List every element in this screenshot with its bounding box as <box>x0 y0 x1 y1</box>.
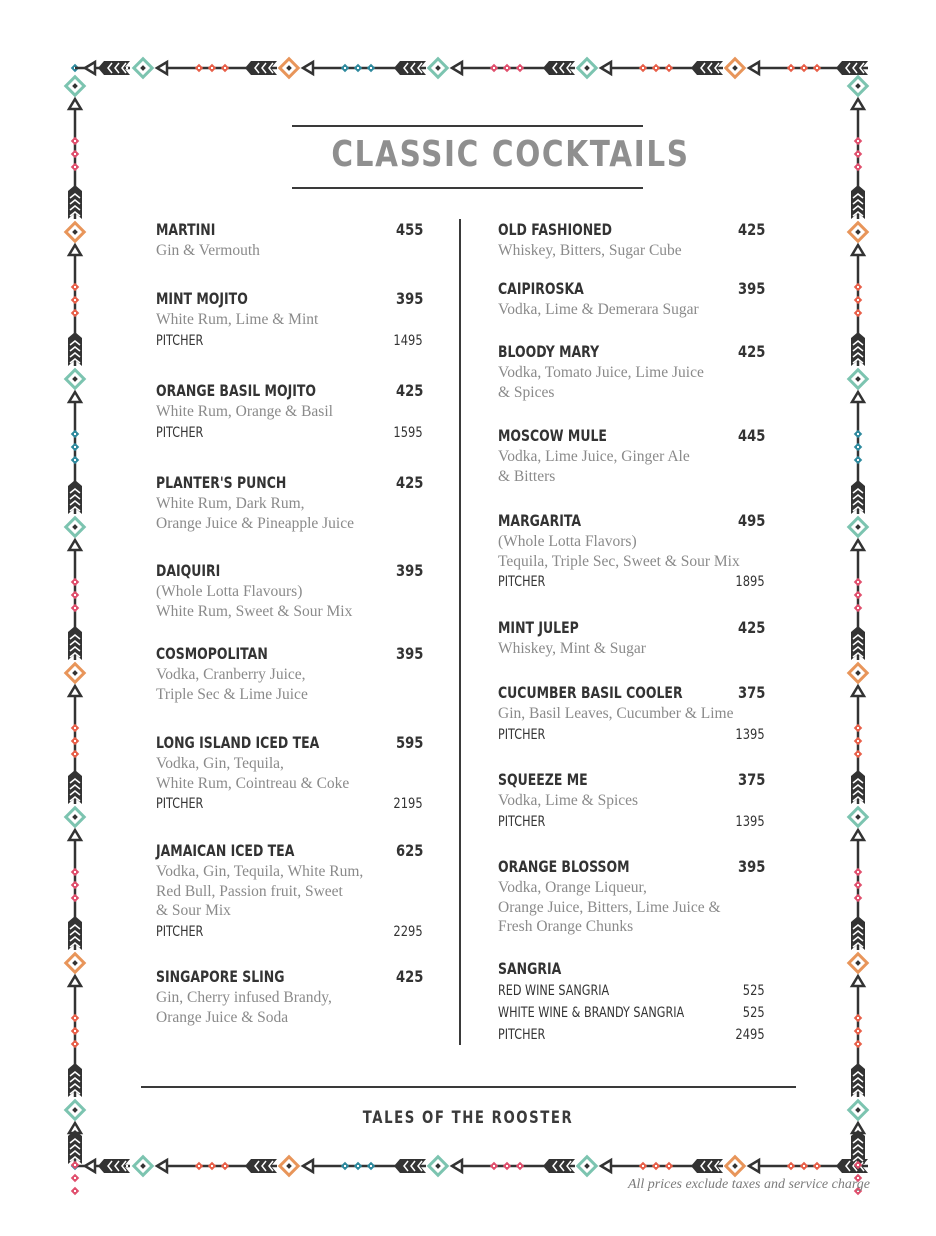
item-price: 395 <box>395 289 423 308</box>
item-name: LONG ISLAND ICED TEA <box>156 733 320 752</box>
item-name: ORANGE BASIL MOJITO <box>156 381 316 400</box>
menu-item-martini <box>156 219 423 261</box>
item-description: Gin, Basil Leaves, Cucumber & Lime <box>498 705 734 722</box>
pitcher-price: 1595 <box>393 424 423 441</box>
item-description: Vodka, Tomato Juice, Lime Juice <box>498 364 704 381</box>
item-description: Orange Juice & Pineapple Juice <box>156 514 354 532</box>
pitcher-label: PITCHER <box>498 574 546 590</box>
item-price: 455 <box>395 220 423 239</box>
menu-item-orange-blossom <box>498 856 765 937</box>
title-frame <box>292 125 690 189</box>
item-name: SINGAPORE SLING <box>156 967 285 986</box>
item-name: JAMAICAN ICED TEA <box>156 841 295 860</box>
price-disclaimer: All prices exclude taxes and service charge <box>627 1177 870 1192</box>
item-price: 375 <box>737 683 765 702</box>
item-name: SQUEEZE ME <box>498 770 588 789</box>
item-description: Whiskey, Mint & Sugar <box>498 640 646 657</box>
pitcher-label: PITCHER <box>156 332 204 349</box>
menu-item-planters-punch <box>156 472 423 533</box>
item-name: MARGARITA <box>498 511 582 530</box>
pitcher-price: 2195 <box>393 796 423 812</box>
pitcher-price: 2495 <box>735 1027 765 1043</box>
item-description: (Whole Lotta Flavors) <box>498 533 637 550</box>
item-description: Tequila, Triple Sec, Sweet & Sour Mix <box>498 552 740 570</box>
pitcher-price: 1895 <box>735 574 765 590</box>
item-description: Vodka, Lime Juice, Ginger Ale <box>498 448 690 465</box>
item-price: 425 <box>737 220 765 239</box>
item-name: MARTINI <box>156 220 216 239</box>
item-price: 395 <box>395 561 423 580</box>
item-description: White Rum, Dark Rum, <box>156 495 305 512</box>
item-description: Whiskey, Bitters, Sugar Cube <box>498 242 682 259</box>
item-name: ORANGE BLOSSOM <box>498 857 630 876</box>
pitcher-price: 1495 <box>393 332 423 349</box>
item-description: Orange Juice & Soda <box>156 1008 289 1026</box>
pitcher-label: PITCHER <box>156 923 204 940</box>
item-price: 395 <box>737 857 765 876</box>
sangria-option-price: 525 <box>743 983 765 999</box>
column-divider <box>459 219 461 1045</box>
item-description: Red Bull, Passion fruit, Sweet <box>156 882 343 900</box>
menu-item-squeeze-me <box>498 769 765 833</box>
menu-item-orange-basil-mojito <box>156 380 423 444</box>
menu-item-caipiroska <box>498 278 765 320</box>
pitcher-label: PITCHER <box>498 1027 546 1043</box>
menu-item-singapore-sling <box>156 966 423 1027</box>
item-name: DAIQUIRI <box>156 561 221 580</box>
item-name: MINT MOJITO <box>156 289 248 308</box>
item-name: BLOODY MARY <box>498 342 600 361</box>
menu-item-moscow-mule <box>498 425 765 486</box>
footer-divider <box>141 1086 796 1088</box>
menu-item-mint-julep <box>498 617 765 659</box>
sangria-option-price: 525 <box>743 1005 765 1021</box>
item-name: CUCUMBER BASIL COOLER <box>498 683 683 702</box>
pitcher-label: PITCHER <box>156 424 204 441</box>
footer <box>0 1108 936 1128</box>
item-description: & Sour Mix <box>156 902 231 919</box>
item-description: Orange Juice, Bitters, Lime Juice & <box>498 898 721 916</box>
pitcher-price: 1395 <box>735 726 765 743</box>
item-description: Vodka, Gin, Tequila, <box>156 755 284 772</box>
page-title: CLASSIC COCKTAILS <box>331 134 690 175</box>
item-description: White Rum, Orange & Basil <box>156 403 333 420</box>
item-price: 595 <box>395 733 423 752</box>
item-name: OLD FASHIONED <box>498 220 613 239</box>
item-price: 425 <box>395 473 423 492</box>
sangria-option-label: RED WINE SANGRIA <box>498 983 610 999</box>
item-description: Vodka, Orange Liqueur, <box>498 879 647 896</box>
item-description: Vodka, Lime & Spices <box>498 792 639 809</box>
item-price: 425 <box>395 967 423 986</box>
pitcher-label: PITCHER <box>498 726 546 743</box>
item-description: Vodka, Cranberry Juice, <box>156 666 306 683</box>
item-price: 425 <box>737 342 765 361</box>
sangria-option-label: WHITE WINE & BRANDY SANGRIA <box>498 1005 685 1021</box>
item-description: & Spices <box>498 383 555 401</box>
item-name: CAIPIROSKA <box>498 279 584 298</box>
menu-item-cucumber-basil-cooler <box>498 682 765 746</box>
item-price: 395 <box>737 279 765 298</box>
item-description: (Whole Lotta Flavours) <box>156 583 303 600</box>
item-description: Triple Sec & Lime Juice <box>156 685 308 703</box>
item-name: SANGRIA <box>498 959 562 978</box>
item-description: White Rum, Lime & Mint <box>156 311 319 328</box>
item-description: Gin & Vermouth <box>156 242 260 259</box>
item-price: 375 <box>737 770 765 789</box>
item-description: White Rum, Sweet & Sour Mix <box>156 602 353 620</box>
menu-item-daiquiri <box>156 560 423 621</box>
item-price: 425 <box>737 618 765 637</box>
item-price: 445 <box>737 426 765 445</box>
pitcher-label: PITCHER <box>498 813 546 830</box>
brand-name: TALES OF THE ROOSTER <box>362 1108 574 1128</box>
item-name: MINT JULEP <box>498 618 579 637</box>
item-description: Vodka, Lime & Demerara Sugar <box>498 301 699 318</box>
menu-item-margarita <box>498 510 765 593</box>
menu-item-long-island-iced-tea <box>156 732 423 815</box>
item-name: PLANTER'S PUNCH <box>156 473 287 492</box>
item-description: Vodka, Gin, Tequila, White Rum, <box>156 863 364 880</box>
item-name: COSMOPOLITAN <box>156 644 268 663</box>
menu-item-old-fashioned <box>498 219 765 261</box>
menu-item-mint-mojito <box>156 288 423 352</box>
item-price: 425 <box>395 381 423 400</box>
item-price: 495 <box>737 511 765 530</box>
item-name: MOSCOW MULE <box>498 426 607 445</box>
item-description: Fresh Orange Chunks <box>498 918 634 935</box>
pitcher-price: 2295 <box>393 923 423 940</box>
item-description: White Rum, Cointreau & Coke <box>156 774 350 792</box>
menu-item-jamaican-iced-tea <box>156 840 423 943</box>
item-price: 395 <box>395 644 423 663</box>
item-description: & Bitters <box>498 467 556 485</box>
menu-item-sangria <box>498 958 765 1046</box>
menu-item-cosmopolitan <box>156 643 423 704</box>
item-price: 625 <box>395 841 423 860</box>
item-description: Gin, Cherry infused Brandy, <box>156 989 332 1006</box>
pitcher-label: PITCHER <box>156 796 204 812</box>
pitcher-price: 1395 <box>735 813 765 830</box>
menu-item-bloody-mary <box>498 341 765 402</box>
